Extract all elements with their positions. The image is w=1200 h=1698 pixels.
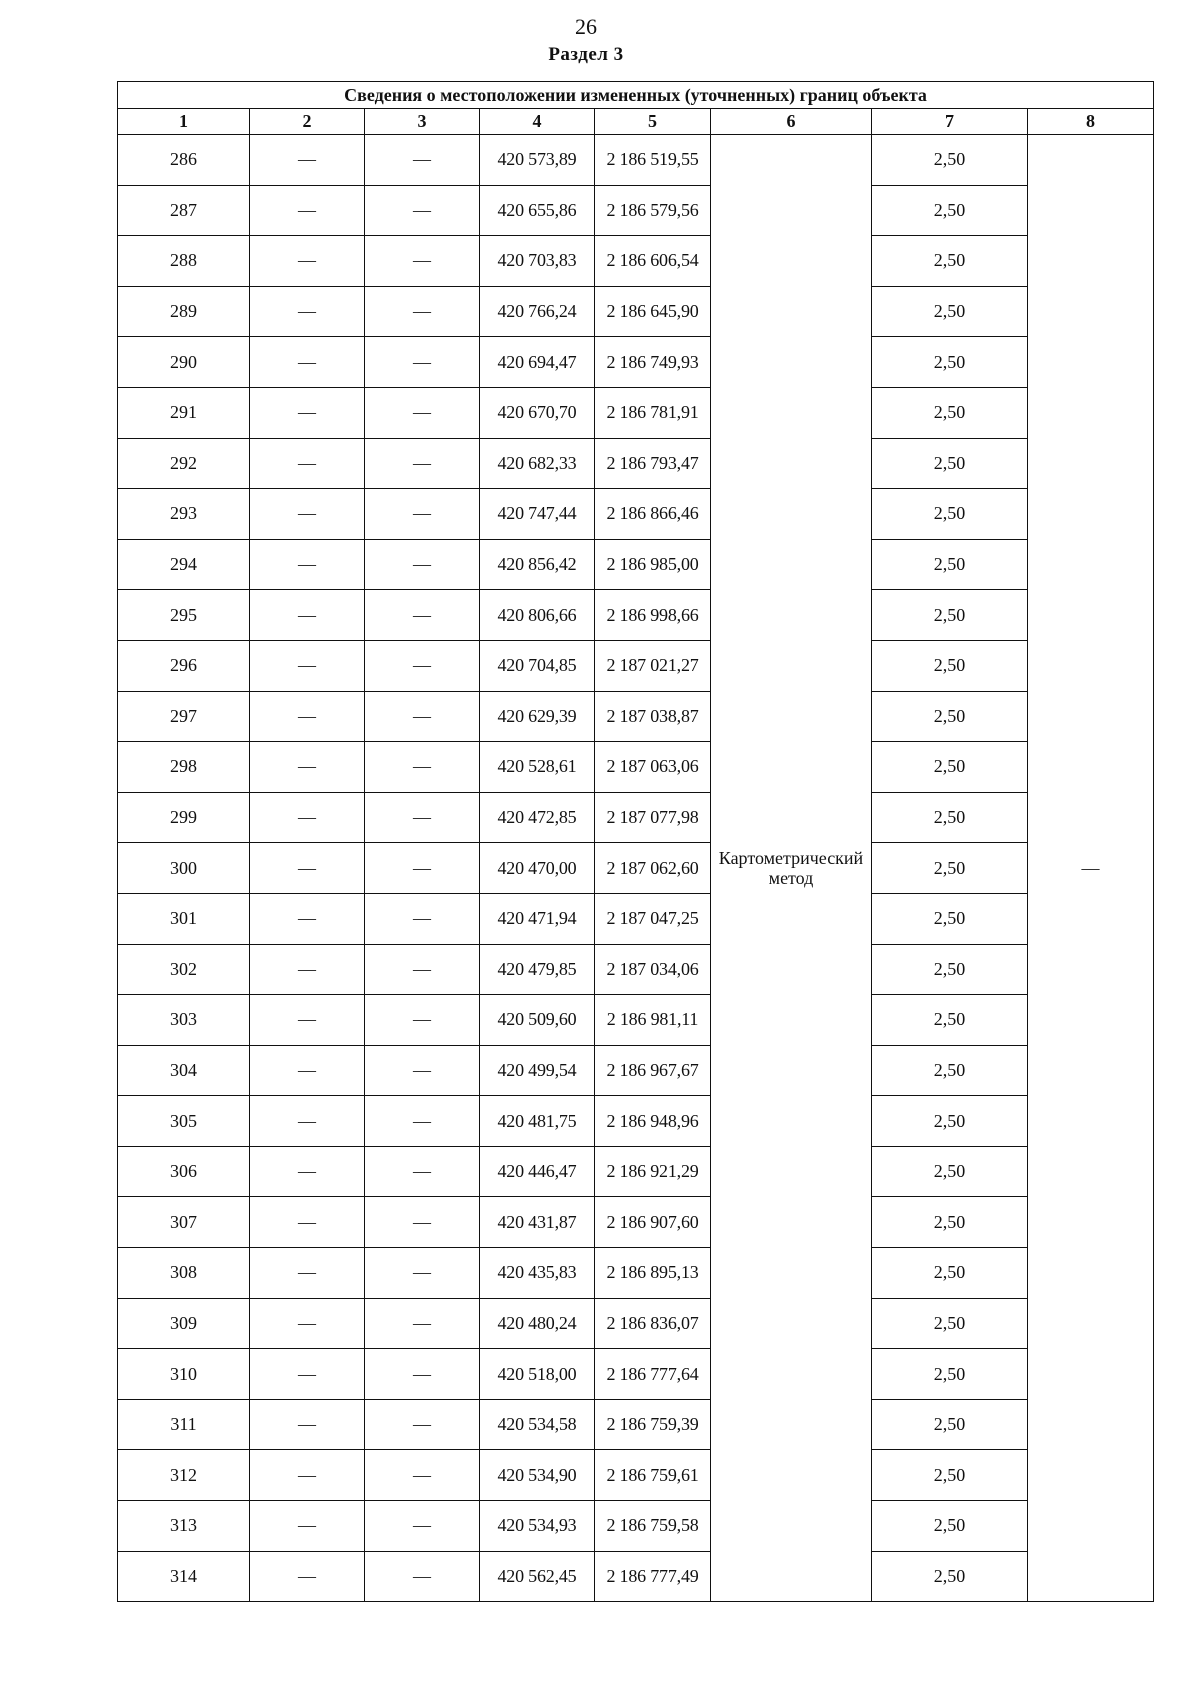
coord-y-cell: 2 186 759,61: [595, 1450, 711, 1501]
col2-cell: —: [250, 1399, 365, 1450]
point-number-cell: 307: [118, 1197, 250, 1248]
accuracy-cell: 2,50: [872, 1349, 1028, 1400]
col2-cell: —: [250, 286, 365, 337]
coord-y-cell: 2 187 047,25: [595, 893, 711, 944]
coord-x-cell: 420 480,24: [480, 1298, 595, 1349]
col3-cell: —: [365, 1501, 480, 1552]
accuracy-cell: 2,50: [872, 1248, 1028, 1299]
coord-x-cell: 420 704,85: [480, 640, 595, 691]
coord-x-cell: 420 806,66: [480, 590, 595, 641]
col2-cell: —: [250, 236, 365, 287]
accuracy-cell: 2,50: [872, 489, 1028, 540]
coord-x-cell: 420 471,94: [480, 893, 595, 944]
col3-cell: —: [365, 185, 480, 236]
page-number: 26: [575, 14, 597, 39]
table-row: [118, 944, 1154, 995]
col2-cell: —: [250, 1096, 365, 1147]
coord-y-cell: 2 186 907,60: [595, 1197, 711, 1248]
coord-x-cell: 420 655,86: [480, 185, 595, 236]
point-number-cell: 312: [118, 1450, 250, 1501]
accuracy-cell: 2,50: [872, 1045, 1028, 1096]
coord-x-cell: 420 629,39: [480, 691, 595, 742]
coord-x-cell: 420 431,87: [480, 1197, 595, 1248]
table-row: [118, 893, 1154, 944]
col2-cell: —: [250, 1248, 365, 1299]
col3-cell: —: [365, 1298, 480, 1349]
accuracy-cell: 2,50: [872, 792, 1028, 843]
point-number-cell: 286: [118, 135, 250, 186]
coord-x-cell: 420 682,33: [480, 438, 595, 489]
accuracy-cell: 2,50: [872, 1096, 1028, 1147]
col2-cell: —: [250, 691, 365, 742]
table-row: [118, 135, 1154, 186]
coord-y-cell: 2 187 063,06: [595, 742, 711, 793]
column-header: 4: [480, 109, 595, 135]
table-row: [118, 1501, 1154, 1552]
col3-cell: —: [365, 135, 480, 186]
coord-y-cell: 2 186 645,90: [595, 286, 711, 337]
col2-cell: —: [250, 185, 365, 236]
coord-y-cell: 2 187 034,06: [595, 944, 711, 995]
coord-x-cell: 420 747,44: [480, 489, 595, 540]
col2-cell: —: [250, 1298, 365, 1349]
col3-cell: —: [365, 1146, 480, 1197]
method-cell: Картометрический метод: [711, 135, 872, 1602]
col3-cell: —: [365, 742, 480, 793]
accuracy-cell: 2,50: [872, 286, 1028, 337]
point-number-cell: 288: [118, 236, 250, 287]
point-number-cell: 310: [118, 1349, 250, 1400]
col2-cell: —: [250, 1349, 365, 1400]
col3-cell: —: [365, 438, 480, 489]
table-row: [118, 1551, 1154, 1602]
col2-cell: —: [250, 995, 365, 1046]
coord-x-cell: 420 479,85: [480, 944, 595, 995]
accuracy-cell: 2,50: [872, 438, 1028, 489]
point-number-cell: 306: [118, 1146, 250, 1197]
column-header: 2: [250, 109, 365, 135]
column-header-row: [118, 109, 1154, 135]
col3-cell: —: [365, 387, 480, 438]
col2-cell: —: [250, 843, 365, 894]
column-header: 5: [595, 109, 711, 135]
table-row: [118, 792, 1154, 843]
point-number-cell: 290: [118, 337, 250, 388]
col3-cell: —: [365, 489, 480, 540]
accuracy-cell: 2,50: [872, 135, 1028, 186]
point-number-cell: 308: [118, 1248, 250, 1299]
table-row: [118, 590, 1154, 641]
point-number-cell: 293: [118, 489, 250, 540]
point-number-cell: 294: [118, 539, 250, 590]
table-row: [118, 843, 1154, 894]
table-row: [118, 539, 1154, 590]
point-number-cell: 289: [118, 286, 250, 337]
coord-y-cell: 2 187 062,60: [595, 843, 711, 894]
col2-cell: —: [250, 438, 365, 489]
coord-y-cell: 2 186 793,47: [595, 438, 711, 489]
coord-y-cell: 2 186 759,39: [595, 1399, 711, 1450]
col3-cell: —: [365, 539, 480, 590]
accuracy-cell: 2,50: [872, 1197, 1028, 1248]
table-row: [118, 387, 1154, 438]
col3-cell: —: [365, 590, 480, 641]
col2-cell: —: [250, 135, 365, 186]
coord-y-cell: 2 186 967,67: [595, 1045, 711, 1096]
table-row: [118, 1399, 1154, 1450]
coord-y-cell: 2 186 985,00: [595, 539, 711, 590]
table-row: [118, 995, 1154, 1046]
point-number-cell: 287: [118, 185, 250, 236]
coord-x-cell: 420 766,24: [480, 286, 595, 337]
coord-y-cell: 2 186 519,55: [595, 135, 711, 186]
col2-cell: —: [250, 1450, 365, 1501]
col3-cell: —: [365, 995, 480, 1046]
col3-cell: —: [365, 1045, 480, 1096]
coord-x-cell: 420 528,61: [480, 742, 595, 793]
point-number-cell: 291: [118, 387, 250, 438]
accuracy-cell: 2,50: [872, 337, 1028, 388]
coord-y-cell: 2 186 921,29: [595, 1146, 711, 1197]
accuracy-cell: 2,50: [872, 893, 1028, 944]
col3-cell: —: [365, 1197, 480, 1248]
col2-cell: —: [250, 1045, 365, 1096]
coord-x-cell: 420 573,89: [480, 135, 595, 186]
coord-y-cell: 2 186 981,11: [595, 995, 711, 1046]
table-row: [118, 1298, 1154, 1349]
coord-y-cell: 2 186 998,66: [595, 590, 711, 641]
table-title: Сведения о местоположении измененных (уточненных) границ объекта: [118, 82, 1154, 109]
coord-x-cell: 420 499,54: [480, 1045, 595, 1096]
table-body: [118, 135, 1154, 1602]
col3-cell: —: [365, 236, 480, 287]
coord-y-cell: 2 186 777,64: [595, 1349, 711, 1400]
table-row: [118, 1450, 1154, 1501]
coord-y-cell: 2 186 836,07: [595, 1298, 711, 1349]
accuracy-cell: 2,50: [872, 995, 1028, 1046]
coord-x-cell: 420 481,75: [480, 1096, 595, 1147]
col3-cell: —: [365, 1349, 480, 1400]
col2-cell: —: [250, 1501, 365, 1552]
coord-x-cell: 420 534,93: [480, 1501, 595, 1552]
accuracy-cell: 2,50: [872, 1551, 1028, 1602]
accuracy-cell: 2,50: [872, 539, 1028, 590]
col3-cell: —: [365, 1248, 480, 1299]
accuracy-cell: 2,50: [872, 1298, 1028, 1349]
col2-cell: —: [250, 337, 365, 388]
point-number-cell: 301: [118, 893, 250, 944]
coord-y-cell: 2 187 038,87: [595, 691, 711, 742]
accuracy-cell: 2,50: [872, 185, 1028, 236]
coord-y-cell: 2 186 749,93: [595, 337, 711, 388]
col2-cell: —: [250, 1197, 365, 1248]
point-number-cell: 300: [118, 843, 250, 894]
point-number-cell: 298: [118, 742, 250, 793]
point-number-cell: 296: [118, 640, 250, 691]
table-row: [118, 1349, 1154, 1400]
coord-x-cell: 420 856,42: [480, 539, 595, 590]
point-number-cell: 314: [118, 1551, 250, 1602]
col2-cell: —: [250, 893, 365, 944]
table-row: [118, 489, 1154, 540]
table-row: [118, 1197, 1154, 1248]
coord-y-cell: 2 186 781,91: [595, 387, 711, 438]
col3-cell: —: [365, 286, 480, 337]
col3-cell: —: [365, 1450, 480, 1501]
coord-x-cell: 420 509,60: [480, 995, 595, 1046]
col2-cell: —: [250, 640, 365, 691]
coord-x-cell: 420 670,70: [480, 387, 595, 438]
coord-x-cell: 420 703,83: [480, 236, 595, 287]
col3-cell: —: [365, 944, 480, 995]
coord-x-cell: 420 472,85: [480, 792, 595, 843]
column-header: 8: [1028, 109, 1154, 135]
accuracy-cell: 2,50: [872, 1501, 1028, 1552]
table-row: [118, 1045, 1154, 1096]
point-number-cell: 297: [118, 691, 250, 742]
table-row: [118, 236, 1154, 287]
col2-cell: —: [250, 539, 365, 590]
table-row: [118, 438, 1154, 489]
coord-x-cell: 420 534,58: [480, 1399, 595, 1450]
accuracy-cell: 2,50: [872, 691, 1028, 742]
col3-cell: —: [365, 893, 480, 944]
coord-x-cell: 420 518,00: [480, 1349, 595, 1400]
col2-cell: —: [250, 590, 365, 641]
coord-x-cell: 420 446,47: [480, 1146, 595, 1197]
accuracy-cell: 2,50: [872, 387, 1028, 438]
point-number-cell: 295: [118, 590, 250, 641]
column-header: 3: [365, 109, 480, 135]
table-row: [118, 691, 1154, 742]
coord-y-cell: 2 186 579,56: [595, 185, 711, 236]
point-number-cell: 299: [118, 792, 250, 843]
section-title: Раздел 3: [548, 44, 624, 65]
col2-cell: —: [250, 944, 365, 995]
table-row: [118, 286, 1154, 337]
accuracy-cell: 2,50: [872, 1399, 1028, 1450]
coord-y-cell: 2 186 948,96: [595, 1096, 711, 1147]
column-header: 6: [711, 109, 872, 135]
col2-cell: —: [250, 1146, 365, 1197]
coord-y-cell: 2 186 759,58: [595, 1501, 711, 1552]
coord-y-cell: 2 186 866,46: [595, 489, 711, 540]
column-header: 7: [872, 109, 1028, 135]
col3-cell: —: [365, 337, 480, 388]
boundary-table: [117, 81, 1154, 1602]
coord-x-cell: 420 470,00: [480, 843, 595, 894]
table-row: [118, 742, 1154, 793]
col3-cell: —: [365, 1551, 480, 1602]
col3-cell: —: [365, 691, 480, 742]
coord-y-cell: 2 187 077,98: [595, 792, 711, 843]
point-number-cell: 303: [118, 995, 250, 1046]
point-number-cell: 292: [118, 438, 250, 489]
accuracy-cell: 2,50: [872, 944, 1028, 995]
coord-x-cell: 420 534,90: [480, 1450, 595, 1501]
point-number-cell: 309: [118, 1298, 250, 1349]
col3-cell: —: [365, 792, 480, 843]
col3-cell: —: [365, 843, 480, 894]
accuracy-cell: 2,50: [872, 843, 1028, 894]
coord-x-cell: 420 562,45: [480, 1551, 595, 1602]
col3-cell: —: [365, 640, 480, 691]
col3-cell: —: [365, 1399, 480, 1450]
column-header: 1: [118, 109, 250, 135]
accuracy-cell: 2,50: [872, 590, 1028, 641]
point-number-cell: 304: [118, 1045, 250, 1096]
col2-cell: —: [250, 742, 365, 793]
coord-x-cell: 420 435,83: [480, 1248, 595, 1299]
coord-y-cell: 2 186 777,49: [595, 1551, 711, 1602]
col2-cell: —: [250, 1551, 365, 1602]
point-number-cell: 311: [118, 1399, 250, 1450]
col3-cell: —: [365, 1096, 480, 1147]
col8-cell: —: [1028, 135, 1154, 1602]
coord-y-cell: 2 186 606,54: [595, 236, 711, 287]
table-row: [118, 640, 1154, 691]
col2-cell: —: [250, 792, 365, 843]
accuracy-cell: 2,50: [872, 236, 1028, 287]
point-number-cell: 313: [118, 1501, 250, 1552]
point-number-cell: 302: [118, 944, 250, 995]
table-row: [118, 337, 1154, 388]
col2-cell: —: [250, 387, 365, 438]
coord-y-cell: 2 187 021,27: [595, 640, 711, 691]
accuracy-cell: 2,50: [872, 640, 1028, 691]
table-row: [118, 1096, 1154, 1147]
point-number-cell: 305: [118, 1096, 250, 1147]
accuracy-cell: 2,50: [872, 1450, 1028, 1501]
table-row: [118, 1248, 1154, 1299]
accuracy-cell: 2,50: [872, 1146, 1028, 1197]
col2-cell: —: [250, 489, 365, 540]
table-row: [118, 185, 1154, 236]
coord-y-cell: 2 186 895,13: [595, 1248, 711, 1299]
accuracy-cell: 2,50: [872, 742, 1028, 793]
table-row: [118, 1146, 1154, 1197]
coord-x-cell: 420 694,47: [480, 337, 595, 388]
